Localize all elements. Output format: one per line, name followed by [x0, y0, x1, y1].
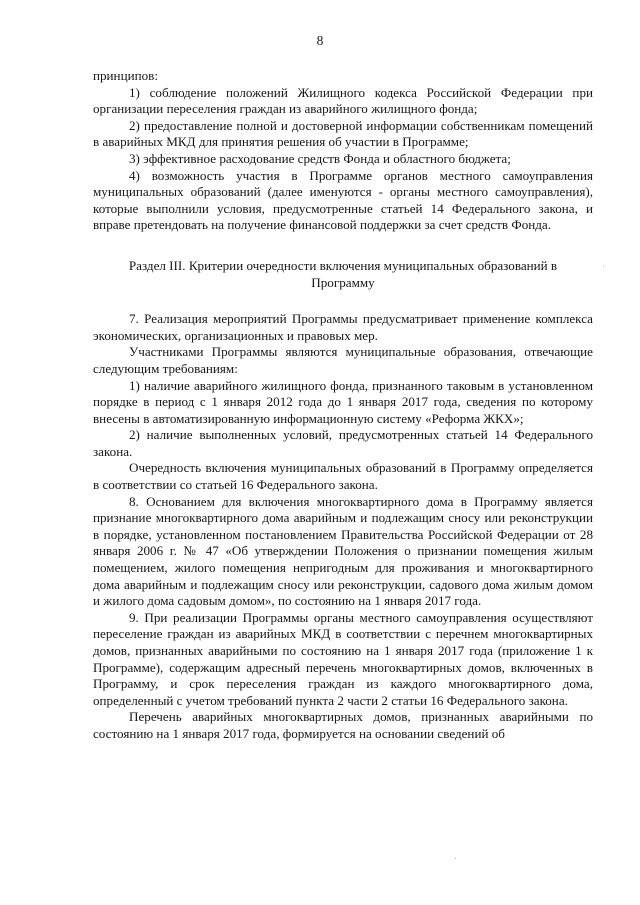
paragraph: 8. Основанием для включения многоквартирного дома в Программу является признание многоквартирного дома аварийным и подлежащим сносу или реконструкции в порядке, установленном постановлением Правительства Российской Федерации от 28 января 2006 г. № 47 «Об утверждении Положения о признании помещения жилым помещением, жилого помещения непригодным для проживания и многоквартирного дома аварийным и подлежащим сносу или реконструкции, садового дома жилым домом и жилого дома садовым домом», по состоянию на 1 января 2017 года. [93, 493, 593, 609]
requirement-item: 1) наличие аварийного жилищного фонда, признанного таковым в установленном порядке в период с 1 января 2012 года до 1 января 2017 года, сведения по которому внесены в автоматизированную информационную систему «Реформа ЖКХ»; [93, 377, 593, 426]
principle-item: 1) соблюдение положений Жилищного кодекса Российской Федерации при организации переселения граждан из аварийного жилищного фонда; [93, 84, 593, 117]
paragraph: Перечень аварийных многоквартирных домов, признанных аварийными по состоянию на 1 января 2017 года, формируется на основании сведений об [93, 709, 593, 741]
requirement-item: 2) наличие выполненных условий, предусмотренных статьей 14 Федерального закона. [93, 427, 593, 459]
page-number: 8 [316, 33, 324, 48]
paragraph-lead: принципов: [93, 68, 158, 83]
principle-item: 3) эффективное расходование средств Фонда и областного бюджета; [129, 150, 511, 166]
section-heading: Раздел III. Критерии очередности включения муниципальных образований в Программу [128, 257, 558, 290]
scan-speck [603, 266, 604, 267]
paragraph: Очередность включения муниципальных образований в Программу определяется в соответствии со статьей 16 Федерального закона. [93, 460, 593, 493]
paragraph: 9. При реализации Программы органы местного самоуправления осуществляют переселение граждан из аварийных МКД в соответствии с перечнем многоквартирных домов, признанных аварийными по состоянию на 1 января 2017 года (приложение 1 к Программе), содержащим адресный перечень многоквартирных домов, включенных в Программу, и срок переселения граждан из каждого многоквартирного дома, определенный с учетом требований пункта 2 части 2 статьи 16 Федерального закона. [93, 609, 593, 708]
scan-speck [455, 858, 456, 859]
paragraph: Участниками Программы являются муниципальные образования, отвечающие следующим требованиям: [93, 344, 593, 376]
page-body [93, 68, 593, 743]
principle-item: 2) предоставление полной и достоверной информации собственникам помещений в аварийных МКД для принятия решения об участии в Программе; [93, 117, 593, 150]
paragraph: 7. Реализация мероприятий Программы предусматривает применение комплекса экономических, организационных и правовых мер. [93, 311, 593, 343]
principle-item: 4) возможность участия в Программе органов местного самоуправления муниципальных образований (далее именуются - органы местного самоуправления), которые выполнили условия, предусмотренные статьей 14 Федерального закона, и вправе претендовать на получение финансовой поддержки за счет средств Фонда. [93, 167, 593, 233]
